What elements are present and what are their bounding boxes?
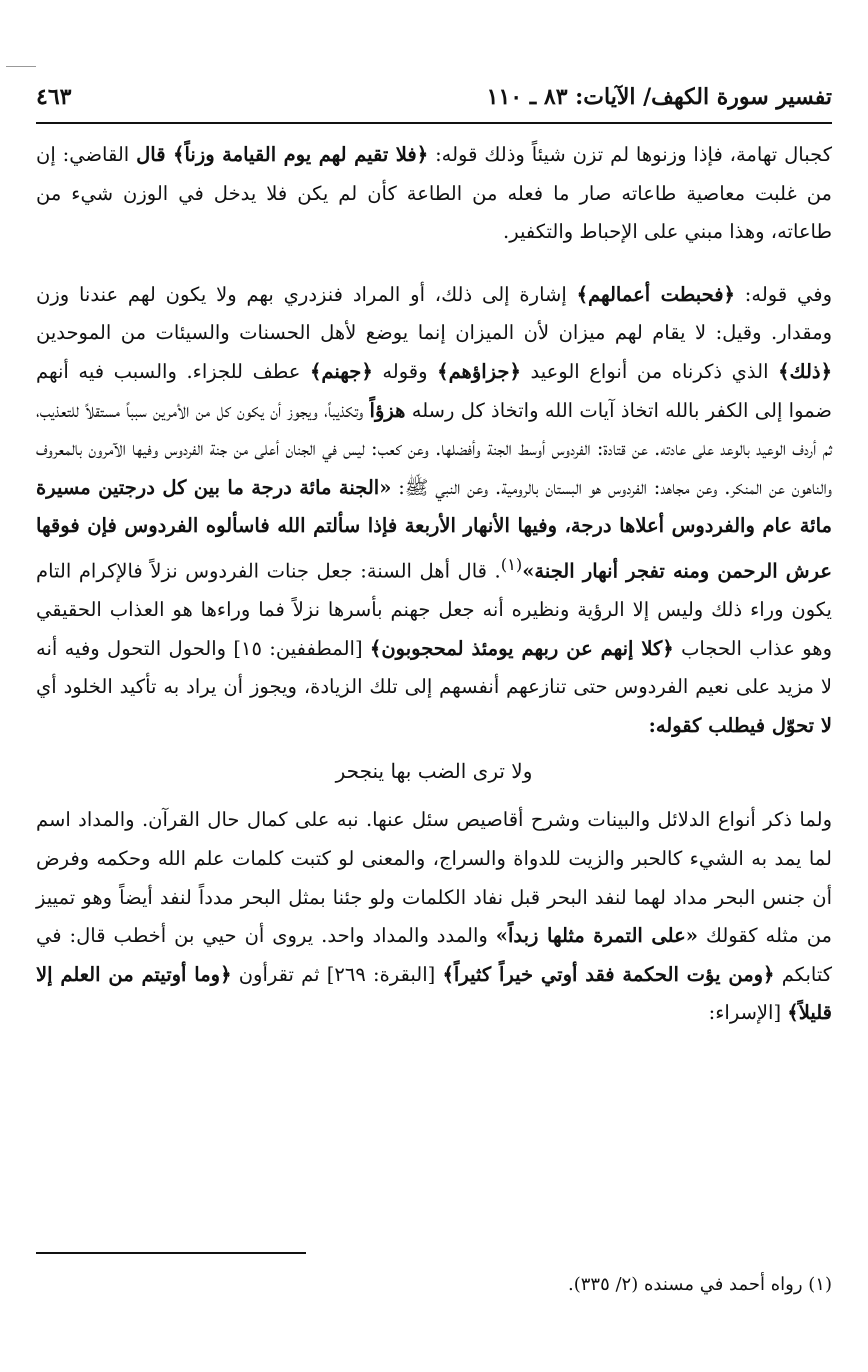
- text-span: ولما ذكر أنواع الدلائل والبينات وشرح أقاصيص سئل عنها. نبه على كمال حال القرآن. والمداد اسم لما يمد به الشيء كالحبر والزيت للدواة والسراج، والمعنى لو كتبت كلمات علم الله وحكمه وفرض أن جنس البحر مداد لهما لنفد البحر قبل نفاد الكلمات ولو جئنا بمثل البحر مدداً لنفد أيضاً وهو تمييز من مثله كقولك: [36, 808, 832, 948]
- page-number: ٤٦٣: [36, 84, 72, 110]
- quran-quote: ﴿فلا تقيم لهم يوم القيامة وزناً﴾ قال: [136, 143, 429, 166]
- running-title: تفسير سورة الكهف/ الآيات: ٨٣ ـ ١١٠: [486, 84, 832, 110]
- page-body: [36, 136, 832, 1033]
- page-header: [36, 72, 832, 124]
- text-span: إشارة إلى ذلك، أو المراد فنزدري بهم ولا يكون لهم عندنا وزن ومقدار. وقيل: لا يقام لهم ميزان لأن الميزان إنما يوضع لأهل الحسنات والسيئات من الموحدين: [36, 282, 832, 345]
- quran-quote: ﴿جزاؤهم﴾: [437, 359, 521, 383]
- emphasis-text: لا تحوّل فيطلب كقوله:: [648, 713, 832, 737]
- paragraph-1: [36, 136, 832, 252]
- paragraph-gap: [36, 252, 832, 276]
- hadith-quote: «الجنة مائة درجة ما بين كل درجتين مسيرة مائة عام والفردوس أعلاها درجة، وفيها الأنهار الأربعة فإذا سألتم الله فاسألوه الفردوس فإن فوقها عرش الرحمن ومنه تفجر أنهار الجنة»: [36, 475, 832, 583]
- quran-quote: ﴿ومن يؤت الحكمة فقد أوتي خيراً كثيراً﴾: [442, 962, 775, 986]
- saying-quote: «على التمرة مثلها زبداً»: [495, 924, 698, 948]
- quran-word: هزؤاً: [369, 398, 406, 422]
- text-span: والمدد والمداد واحد. يروى أن حيي بن أخطب قال: في كتابكم: [36, 924, 832, 986]
- text-span: . قال أهل السنة: جعل جنات الفردوس نزلاً فالإكرام التام يكون وراء ذلك وليس إلا الرؤية ونظيره أنه جعل جهنم بأسرها نزلاً فما وراءها هو العذاب الحقيقي وهو عذاب الحجاب: [36, 559, 832, 660]
- quran-quote: ﴿وما أوتيتم من العلم إلا قليلاً﴾: [36, 962, 832, 1025]
- paragraph-2: [36, 276, 832, 746]
- paragraph-3: [36, 801, 832, 1033]
- footnote-marker: (١): [500, 554, 523, 574]
- quran-quote: ﴿جهنم﴾: [309, 359, 373, 383]
- footnote: (١) رواه أحمد في مسنده (٢/ ٣٣٥).: [567, 1274, 832, 1295]
- quran-quote: ﴿فحبطت أعمالهم﴾: [576, 282, 735, 306]
- header-rule: [36, 122, 832, 124]
- text-span: وفي قوله:: [734, 282, 832, 306]
- text-span: [البقرة: ٢٦٩] ثم تقرأون: [231, 962, 443, 986]
- text-span: القاضي: إن من غلبت معاصية طاعاته صار ما فعله من الطاعة كأن لم يكن فلا يدخل في الوزن شيء من طاعاته، وهذا مبني على الإحباط والتكفير.: [36, 143, 832, 244]
- text-span: [الإسراء:: [708, 1001, 788, 1025]
- text-span: وقوله: [372, 359, 438, 383]
- footnote-rule: [36, 1252, 306, 1254]
- text-span: [المطففين: ١٥] والحول التحول وفيه أنه لا مزيد على نعيم الفردوس حتى تنازعهم أنفسهم إلى تلك الزيادة، ويجوز أن يراد به تأكيد الخلود أي: [36, 636, 832, 699]
- quran-quote: ﴿ذلك﴾: [778, 359, 833, 383]
- text-span: الذي ذكرناه من أنواع الوعيد: [520, 359, 779, 383]
- poetry-verse: ولا ترى الضب بها ينجحر: [335, 759, 533, 784]
- scan-mark: [6, 66, 36, 67]
- quran-quote: ﴿كلا إنهم عن ربهم يومئذ لمحجوبون﴾: [369, 636, 674, 660]
- text-span: عطف للجزاء. والسبب فيه أنهم ضموا إلى الكفر بالله اتخاذ آيات الله واتخاذ كل رسله: [36, 359, 832, 422]
- text-span: كجبال تهامة، فإذا وزنوها لم تزن شيئاً وذلك قوله:: [428, 143, 833, 166]
- text-span: وتكذيباً، ويجوز أن يكون كل من الأمرين سبباً مستقلاً للتعذيب، ثم أردف الوعيد بالوعد على عادته. عن قتادة: الفردوس أوسط الجنة وأفضلها. وعن كعب: ليس في الجنان أعلى من جنة الفردوس وفيها الآمرون بالمعروف والناهون عن المنكر. وعن مجاهد: الفردوس هو البستان بالرومية. وعن النبي ﷺ:: [36, 398, 832, 499]
